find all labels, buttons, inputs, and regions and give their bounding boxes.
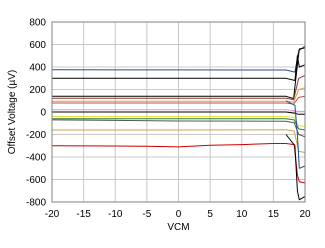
y-tick-label: 200 bbox=[29, 85, 46, 96]
y-tick-label: -400 bbox=[25, 152, 46, 164]
x-tick-label: -20 bbox=[44, 209, 60, 220]
x-tick-label: 10 bbox=[236, 209, 248, 220]
x-tick-labels bbox=[45, 209, 311, 220]
x-tick-label: 15 bbox=[267, 209, 279, 220]
y-tick-label: 0 bbox=[40, 107, 46, 119]
x-tick-label: 0 bbox=[175, 209, 182, 220]
x-axis-label: VCM bbox=[167, 222, 190, 233]
y-tick-label: 600 bbox=[29, 40, 46, 51]
x-tick-label: -5 bbox=[142, 209, 152, 220]
x-tick-label: 5 bbox=[207, 209, 213, 220]
y-tick-label: -200 bbox=[25, 130, 46, 141]
y-tick-label: -600 bbox=[25, 175, 46, 186]
y-tick-label: 800 bbox=[29, 17, 46, 29]
x-tick-label: 20 bbox=[299, 209, 311, 220]
y-tick-labels bbox=[26, 18, 46, 209]
y-tick-label: 400 bbox=[29, 62, 46, 74]
y-tick-label: -800 bbox=[25, 197, 46, 209]
x-tick-label: -10 bbox=[108, 209, 123, 220]
x-tick-label: -15 bbox=[76, 209, 91, 220]
y-axis-label: Offset Voltage (µV) bbox=[7, 69, 18, 155]
